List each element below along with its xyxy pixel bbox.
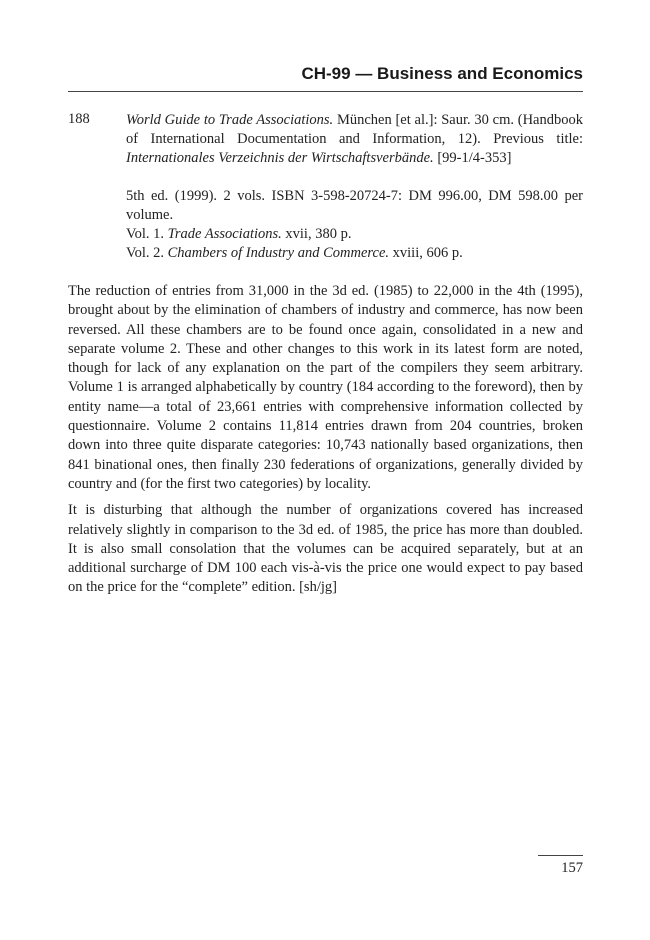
entry-number: 188 <box>68 111 90 127</box>
citation <box>126 111 583 168</box>
header-title: CH-99 — Business and Economics <box>301 64 583 83</box>
book-title: World Guide to Trade Associations. <box>126 112 334 128</box>
page-number: 157 <box>561 860 583 876</box>
footer-rule <box>538 855 583 856</box>
edition-info: 5th ed. (1999). 2 vols. ISBN 3-598-20724-7: DM 996.00, DM 598.00 per volume. <box>126 188 583 223</box>
volume-label: Vol. 1. <box>126 226 168 242</box>
volume-title: Trade Associations. <box>167 226 282 242</box>
review-paragraph: The reduction of entries from 31,000 in the 3d ed. (1985) to 22,000 in the 4th (1995), brought about by the elimination of chambers of industry and commerce, has now been reversed. All these chambers are to be found once again, consolidated in a new and separate volume 2. These and other changes to this work in its latest form are noted, though for lack of any explanation on the part of the compilers they seem arbitrary. Volume 1 is arranged alphabetically by country (184 according to the foreword), then by entity name—a total of 23,661 entries with comprehensive information collected by questionnaire. Volume 2 contains 11,814 entries drawn from 204 countries, broken down into three quite disparate categories: 10,743 nationally based organizations, then 841 binational ones, then finally 230 federations of organizations, generally divided by country and (for the first two categories) by locality. <box>68 283 583 492</box>
reference-code: [99-1/4-353] <box>433 150 512 166</box>
running-header <box>68 64 583 92</box>
volume-label: Vol. 2. <box>126 245 168 261</box>
review-paragraph: It is disturbing that although the number of organizations covered has increased relatively slightly in comparison to the 3d ed. of 1985, the price has more than doubled. It is also small consolation that the volumes can be acquired separately, but at an additional surcharge of DM 100 each vis-à-vis the price one would expect to pay based on the price for the “complete” edition. [sh/jg] <box>68 502 583 596</box>
volume-line <box>126 225 583 244</box>
volume-details: xviii, 606 p. <box>389 245 463 261</box>
review-text <box>68 282 583 605</box>
volume-details: xvii, 380 p. <box>281 226 352 242</box>
volume-line <box>126 244 583 263</box>
previous-title: Internationales Verzeichnis der Wirtschaftsverbände. <box>126 150 434 166</box>
citation-details: München [et al.]: Saur. 30 cm. (Handbook of International Documentation and Information, 12). Previous title: <box>126 112 583 147</box>
volume-title: Chambers of Industry and Commerce. <box>167 245 390 261</box>
entry-citation-block <box>126 111 583 263</box>
